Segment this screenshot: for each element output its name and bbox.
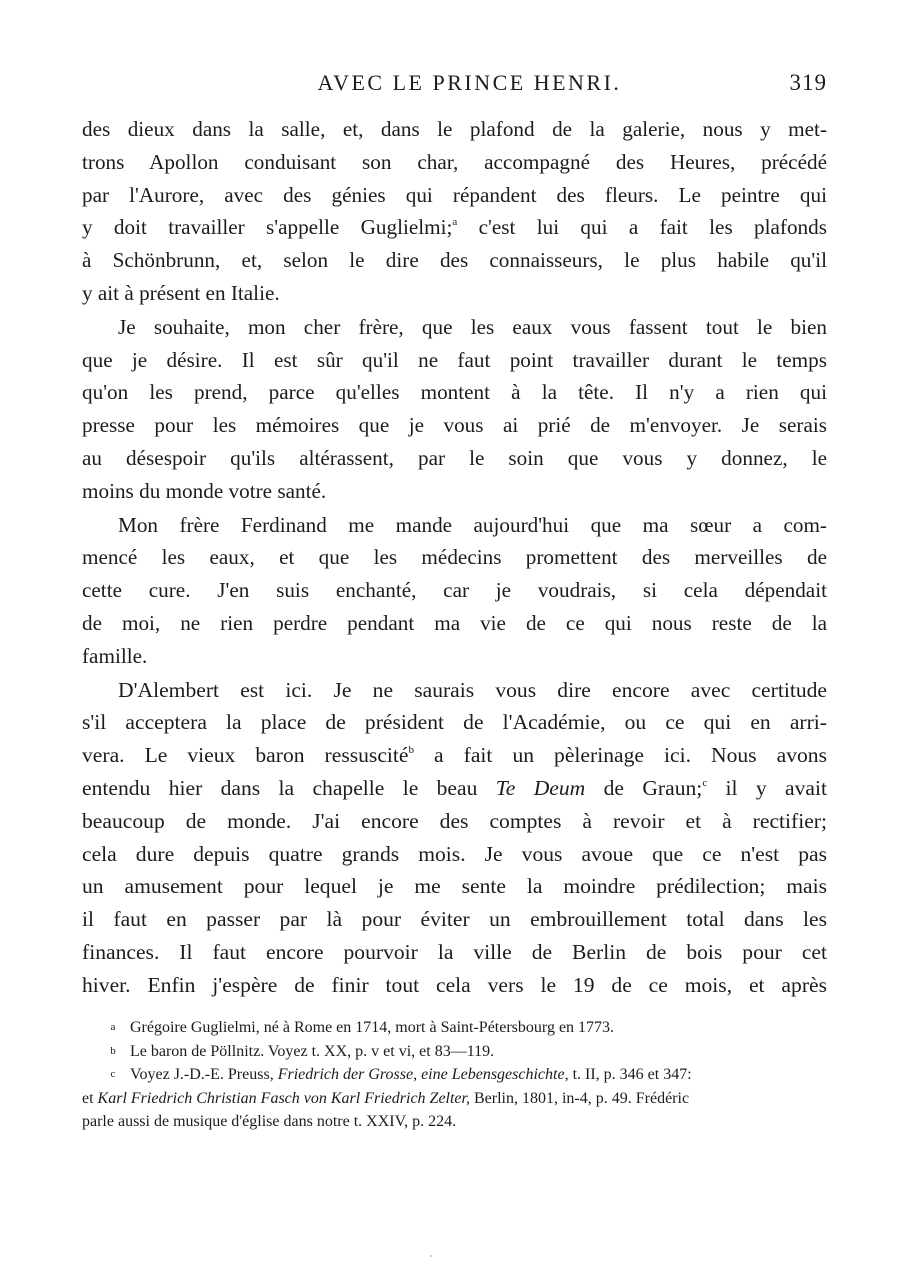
running-title: AVEC LE PRINCE HENRI.: [317, 70, 622, 95]
text-line: [82, 211, 827, 244]
footnote-text: Le baron de Pöllnitz. Voyez t. XX, p. v et vi, et 83—119.: [130, 1042, 495, 1060]
text-line: mencé les eaux, et que les médecins promettent des merveilles de: [82, 545, 827, 570]
footnote-c: [82, 1063, 827, 1087]
paragraph: [82, 311, 827, 508]
footnote-italic-title: Friedrich der Grosse, eine Lebensgeschichte: [277, 1066, 565, 1083]
paragraph: [82, 674, 827, 1002]
footnote-text: Voyez J.-D.-E. Preuss,: [130, 1066, 278, 1083]
text-segment: c'est lui qui a fait les plafonds: [457, 215, 827, 240]
footnote-mark: c: [110, 1068, 116, 1080]
text-line: un amusement pour lequel je me sente la moindre prédilection; mais: [82, 874, 827, 899]
text-line: y ait à présent en Italie.: [82, 280, 280, 305]
text-line: à Schönbrunn, et, selon le dire des connaisseurs, le plus habile qu'il: [82, 248, 827, 273]
text-segment: y doit travailler s'appelle Guglielmi;: [82, 215, 453, 240]
text-line: que je désire. Il est sûr qu'il ne faut point travailler durant le temps: [82, 347, 827, 372]
text-line: Je souhaite, mon cher frère, que les eaux vous fassent tout le bien: [118, 314, 827, 339]
footnote-italic-title: Karl Friedrich Christian Fasch von Karl Friedrich Zelter,: [97, 1089, 470, 1107]
text-line: par l'Aurore, avec des génies qui répandent des fleurs. Le peintre qui: [82, 182, 827, 207]
text-segment: il y avait: [707, 775, 827, 800]
footnote-ref-a[interactable]: a: [452, 216, 458, 229]
text-line: famille.: [82, 643, 148, 668]
footnote-c-continuation: parle aussi de musique d'église dans notre t. XXIV, p. 224.: [82, 1113, 457, 1130]
paragraph: [82, 113, 827, 310]
page-header: [82, 66, 827, 102]
text-line: il faut en passer par là pour éviter un embrouillement total dans les: [82, 907, 827, 932]
text-segment: vera. Le vieux baron ressuscité: [82, 743, 409, 768]
text-line: qu'on les prend, parce qu'elles montent à la tête. Il n'y a rien qui: [82, 380, 827, 405]
footnote-text: Berlin, 1801, in-4, p. 49. Frédéric: [469, 1089, 690, 1107]
footnote-text: Grégoire Guglielmi, né à Rome en 1714, mort à Saint-Pétersbourg en 1773.: [130, 1019, 615, 1036]
footnote-text: et: [82, 1089, 98, 1107]
footnote-ref-b[interactable]: b: [408, 744, 415, 757]
footnote-ref-c[interactable]: c: [702, 776, 708, 789]
text-line: Mon frère Ferdinand me mande aujourd'hui que ma sœur a com-: [118, 512, 827, 537]
footnotes: [82, 1016, 827, 1134]
text-line: cela dure depuis quatre grands mois. Je vous avoue que ce n'est pas: [82, 841, 827, 866]
text-line: hiver. Enfin j'espère de finir tout cela vers le 19 de ce mois, et après: [82, 972, 827, 997]
text-line: beaucoup de monde. J'ai encore des comptes à revoir et à rectifier;: [82, 808, 827, 833]
paragraph: [82, 509, 827, 673]
text-line: trons Apollon conduisant son char, accompagné des Heures, précédé: [82, 149, 827, 174]
text-line: s'il acceptera la place de président de l'Académie, ou ce qui en arri-: [82, 710, 827, 735]
text-line: de moi, ne rien perdre pendant ma vie de ce qui nous reste de la: [82, 610, 827, 635]
text-segment: de Graun;: [585, 775, 703, 800]
text-segment: entendu hier dans la chapelle le beau: [82, 775, 496, 800]
text-line: des dieux dans la salle, et, dans le plafond de la galerie, nous y met-: [82, 117, 827, 141]
text-line: D'Alembert est ici. Je ne saurais vous dire encore avec certitude: [118, 677, 827, 702]
footnote-b: [82, 1040, 827, 1064]
text-line: finances. Il faut encore pourvoir la ville de Berlin de bois pour cet: [82, 939, 827, 964]
italic-title: Te Deum: [495, 775, 586, 800]
text-line: moins du monde votre santé.: [82, 478, 327, 503]
text-segment: a fait un pèlerinage ici. Nous avons: [414, 743, 827, 768]
text-line: [82, 772, 827, 805]
main-text: [82, 113, 827, 1002]
text-line: presse pour les mémoires que je vous ai prié de m'envoyer. Je serais: [82, 413, 827, 438]
footnote-c-continuation: [82, 1087, 827, 1111]
text-line: cette cure. J'en suis enchanté, car je voudrais, si cela dépendait: [82, 578, 827, 603]
text-line: au désespoir qu'ils altérassent, par le soin que vous y donnez, le: [82, 445, 827, 470]
page-number: 319: [789, 70, 827, 95]
paper-speck: [430, 1255, 432, 1257]
footnote-mark: a: [110, 1021, 116, 1033]
footnote-mark: b: [110, 1044, 116, 1057]
footnote-a: [82, 1016, 827, 1040]
text-line: [82, 739, 827, 772]
footnote-text: , t. II, p. 346 et 347:: [564, 1066, 692, 1083]
